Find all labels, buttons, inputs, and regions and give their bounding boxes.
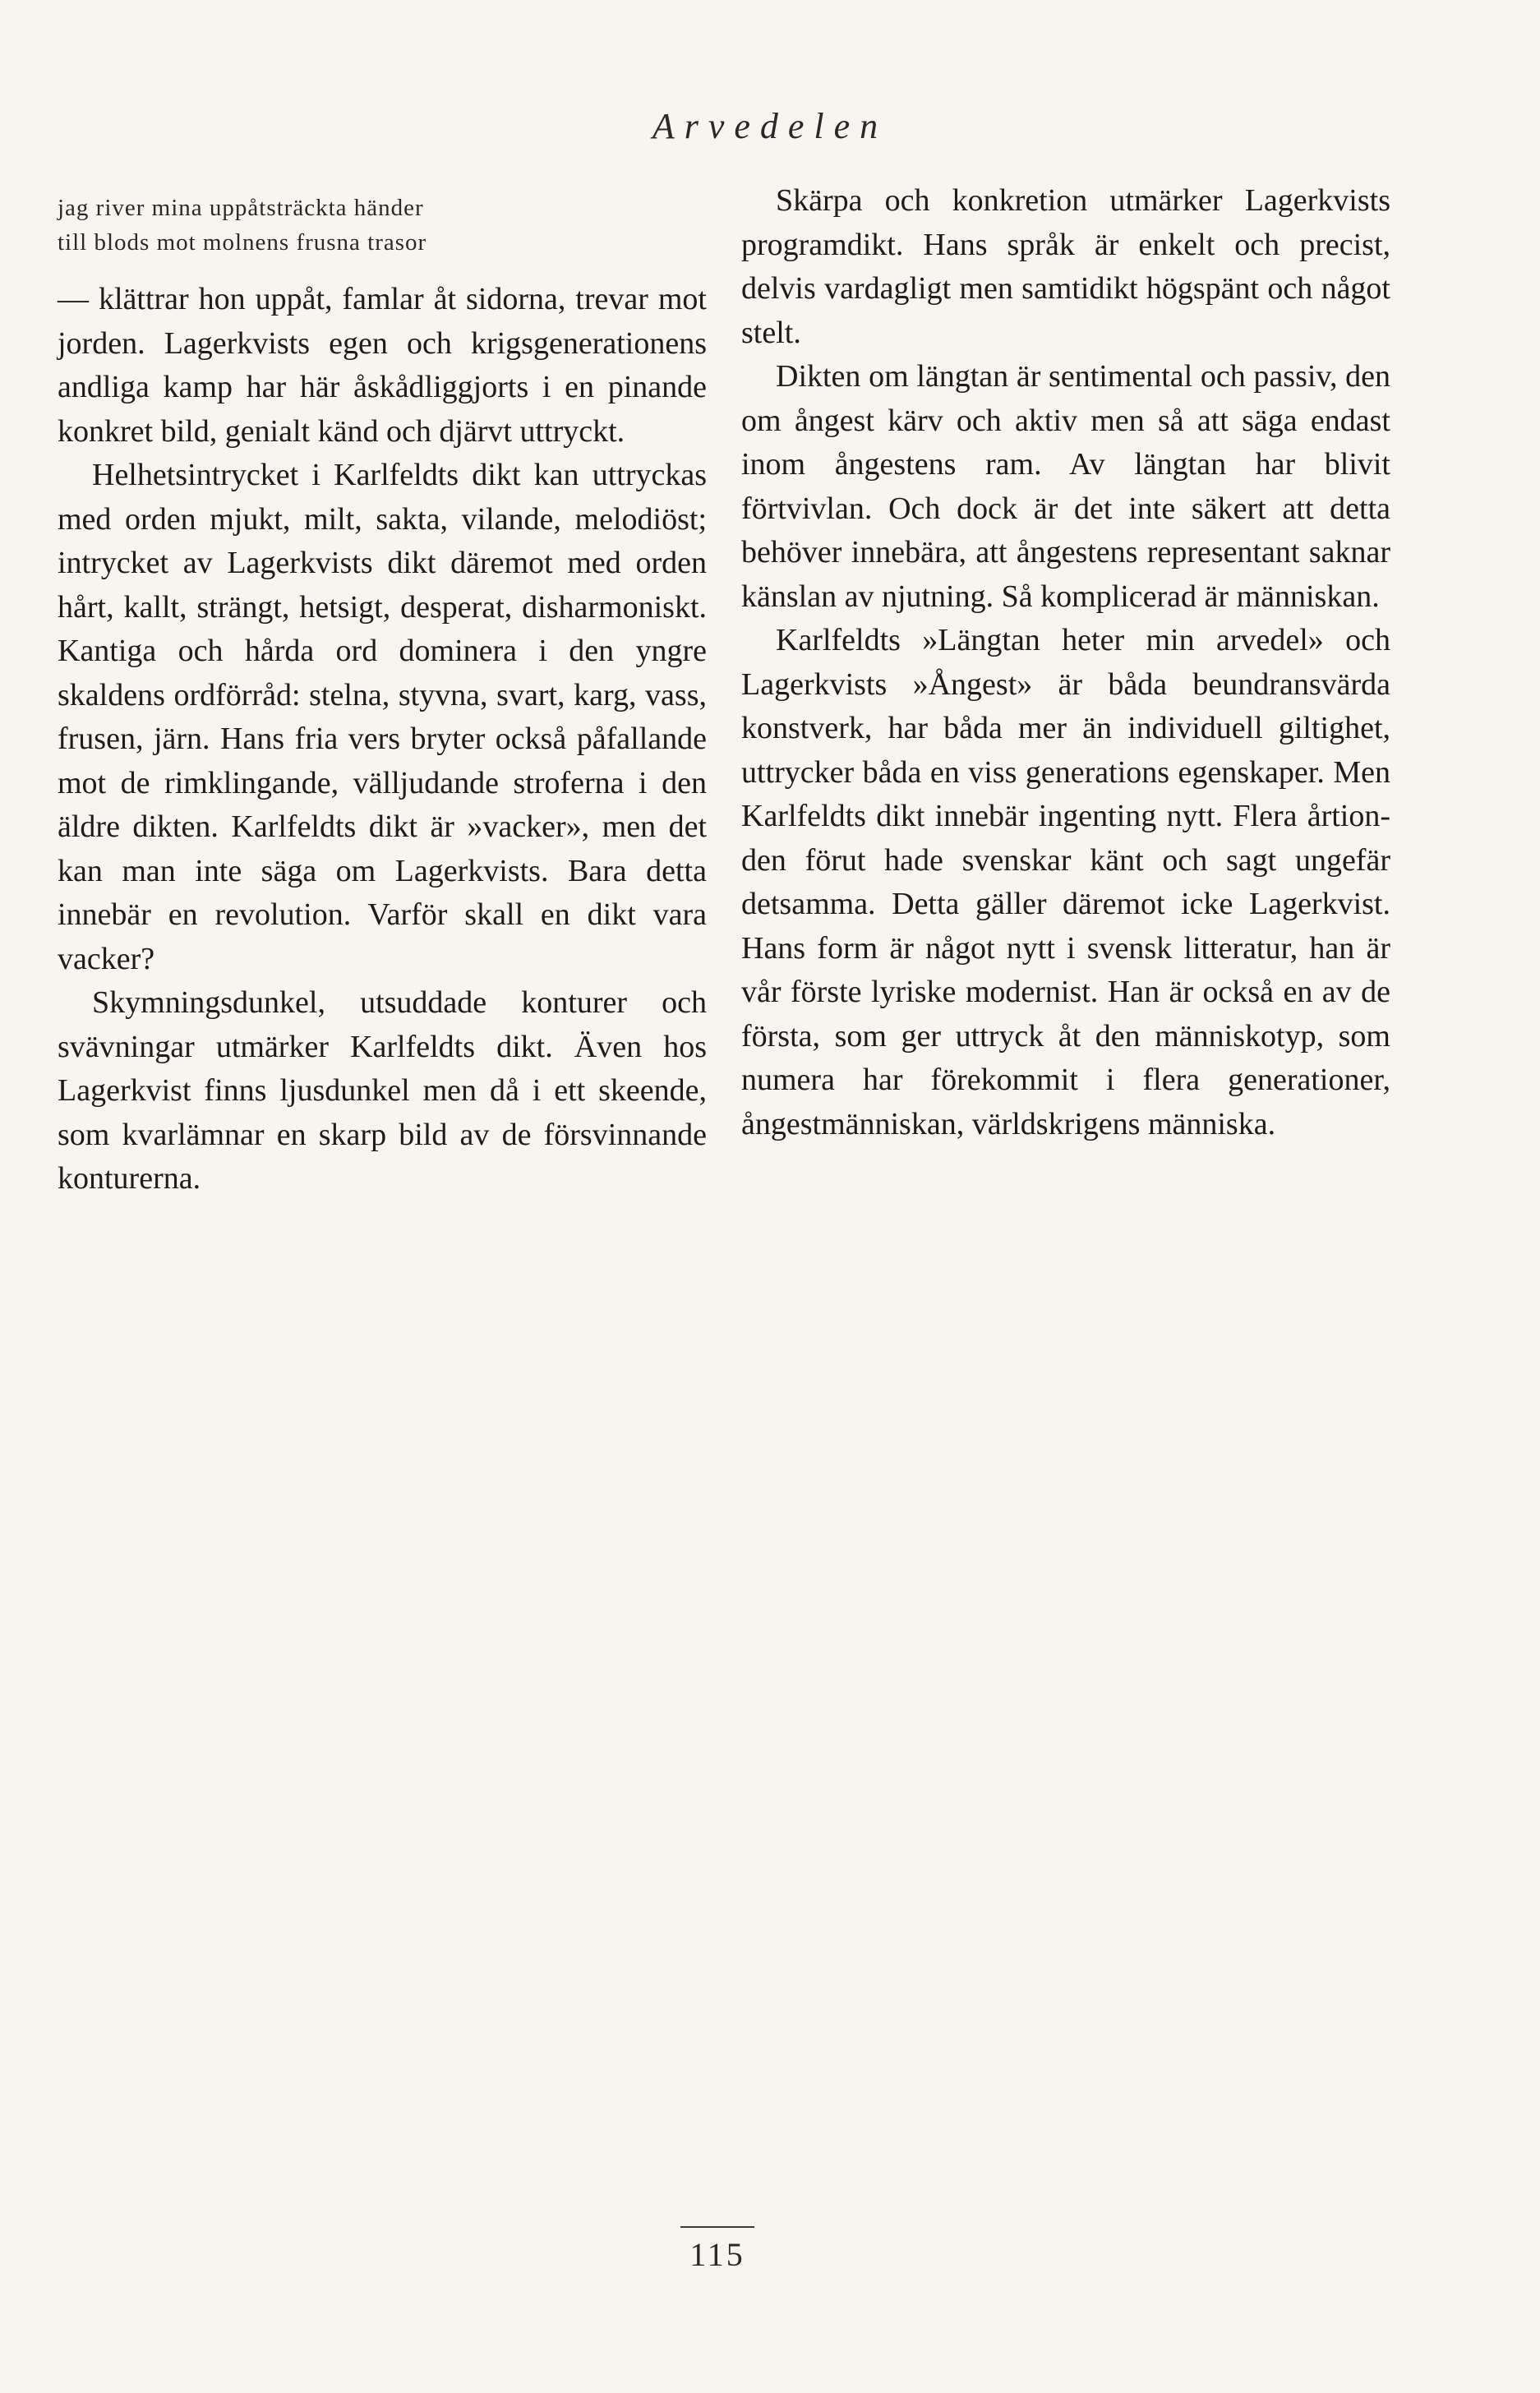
verse-line: till blods mot molnens frusna trasor	[58, 229, 427, 256]
footer-rule	[680, 2226, 754, 2228]
running-title: Arvedelen	[652, 106, 888, 146]
paragraph: — klättrar hon uppåt, famlar åt sidorna, trevar mot jorden. Lagerkvists egen och krigsgenerationens andliga kamp har här åskådliggjorts i en pinande konkret bild, genialt känd och djärvt uttryckt.	[58, 282, 707, 449]
page-number: 115	[689, 2236, 745, 2273]
left-column	[58, 186, 707, 1201]
right-column	[741, 179, 1390, 1146]
verse-line: jag river mina uppåtsträckta händer	[58, 195, 424, 221]
paragraph: Dikten om längtan är sentimental och passiv, den om ångest kärv och aktiv men så att säga endast inom ångestens ram. Av längtan har blivit förtvivlan. Och dock är det inte säkert att detta behöver innebära, att ångestens representant saknar känslan av njutning. Så komplicerad är människan.	[741, 359, 1390, 614]
paragraph: Karlfeldts »Längtan heter min arvedel» och Lagerkvists »Ångest» är båda beundransvärda konstverk, har båda mer än individuell giltighet, uttrycker båda en viss generations egenskaper. Men Karlfeldts dikt innebär ingenting nytt. Flera årtionden förut hade svenskar känt och sagt ungefär detsamma. Detta gäller däremot icke Lagerkvist. Hans form är något nytt i svensk litteratur, han är vår förste lyriske modernist. Han är också en av de första, som ger uttryck åt den människotyp, som numera har förekommit i flera generationer, ångestmänniskan, världskrigens människa.	[741, 623, 1390, 1141]
paragraph: Helhetsintrycket i Karlfeldts dikt kan uttryckas med orden mjukt, milt, sakta, vilande, melodiöst; intrycket av Lagerkvists dikt däremot med orden hårt, kallt, strängt, hetsigt, desperat, disharmoniskt. Kantiga och hårda ord dominera i den yngre skaldens ordförråd: stelna, styvna, svart, karg, vass, frusen, järn. Hans fria vers bryter också påfallande mot de rimklingande, välljudande stroferna i den äldre dikten. Karlfeldts dikt är »vacker», men det kan man inte säga om Lagerkvists. Bara detta innebär en revolution. Varför skall en dikt vara vacker?	[58, 458, 707, 976]
paragraph: Skärpa och konkretion utmärker Lagerkvists programdikt. Hans språk är enkelt och precist, delvis vardagligt men samtidikt högspänt och något stelt.	[741, 183, 1390, 350]
paragraph: Skymningsdunkel, utsuddade konturer och svävningar utmärker Karlfeldts dikt. Även hos Lagerkvist finns ljusdunkel men då i ett skeende, som kvarlämnar en skarp bild av de försvinnande konturerna.	[58, 985, 707, 1196]
verse-quote	[58, 191, 707, 260]
